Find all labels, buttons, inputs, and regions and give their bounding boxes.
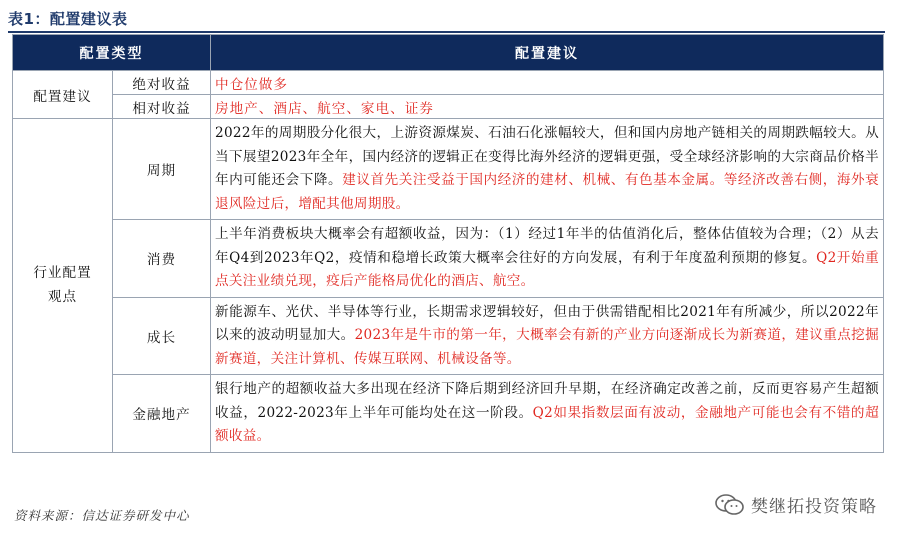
watermark xyxy=(715,492,877,517)
row-value: 中仓位做多 xyxy=(211,71,884,95)
table-row xyxy=(13,375,884,453)
header-advice: 配置建议 xyxy=(211,35,884,71)
description-highlight: 2023年是牛市的第一年，大概率会有新的产业方向逐渐成长为新赛道，建议重点挖掘新赛道，关注计算机、传媒互联网、机械设备等。 xyxy=(215,327,880,367)
row-label-cycle: 周期 xyxy=(113,119,211,220)
row-description xyxy=(211,375,884,453)
allocation-table xyxy=(12,34,884,453)
row-description xyxy=(211,119,884,220)
source-note: 资料来源：信达证券研发中心 xyxy=(14,508,190,523)
row-label-finance-realestate: 金融地产 xyxy=(113,375,211,453)
title-divider xyxy=(8,31,885,33)
table-row xyxy=(13,95,884,119)
description-text: 新能源车、光伏、半导体等行业，长期需求逻辑较好，但由于供需错配相比2021年有所减少，所以2022年以来的波动明显加大。 xyxy=(215,303,879,343)
header-type: 配置类型 xyxy=(13,35,211,71)
watermark-text: 樊继拓投资策略 xyxy=(751,497,877,517)
row-label: 绝对收益 xyxy=(113,71,211,95)
table-header-row xyxy=(13,35,884,71)
table-row xyxy=(13,220,884,298)
row-label-consumer: 消费 xyxy=(113,220,211,298)
description-highlight: 建议首先关注受益于国内经济的建材、机械、有色基本金属。等经济改善右侧，海外衰退风险过后，增配其他周期股。 xyxy=(215,172,879,212)
description-text: 银行地产的超额收益大多出现在经济下降后期到经济回升早期，在经济确定改善之前，反而更容易产生超额收益，2022-2023年上半年可能均处在这一阶段。 xyxy=(215,381,879,421)
group-label-allocation: 配置建议 xyxy=(13,71,113,119)
row-label: 相对收益 xyxy=(113,95,211,119)
row-description xyxy=(211,297,884,375)
row-label-growth: 成长 xyxy=(113,297,211,375)
group-label-industry: 行业配置 观点 xyxy=(13,119,113,453)
description-text: 上半年消费板块大概率会有超额收益，因为：（1）经过1年半的估值消化后，整体估值较为合理；（2）从去年Q4到2023年Q2，疫情和稳增长政策大概率会往好的方向发展，有利于年度盈利预期的修复。 xyxy=(215,226,879,266)
row-description xyxy=(211,220,884,298)
table-title: 表1：配置建议表 xyxy=(8,10,128,28)
description-highlight: Q2如果指数层面有波动，金融地产可能也会有不错的超额收益。 xyxy=(215,404,879,444)
table-row xyxy=(13,119,884,220)
table-row xyxy=(13,71,884,95)
table-row xyxy=(13,297,884,375)
row-value: 房地产、酒店、航空、家电、证券 xyxy=(211,95,884,119)
description-highlight: Q2开始重点关注业绩兑现，疫后产能格局优化的酒店、航空。 xyxy=(215,249,880,289)
description-text: 2022年的周期股分化很大，上游资源煤炭、石油石化涨幅较大，但和国内房地产链相关的周期跌幅较大。从当下展望2023年全年，国内经济的逻辑正在变得比海外经济的逻辑更强，受全球经济影响的大宗商品价格半年内可能还会下降。 xyxy=(215,125,879,188)
wechat-icon xyxy=(715,493,745,517)
